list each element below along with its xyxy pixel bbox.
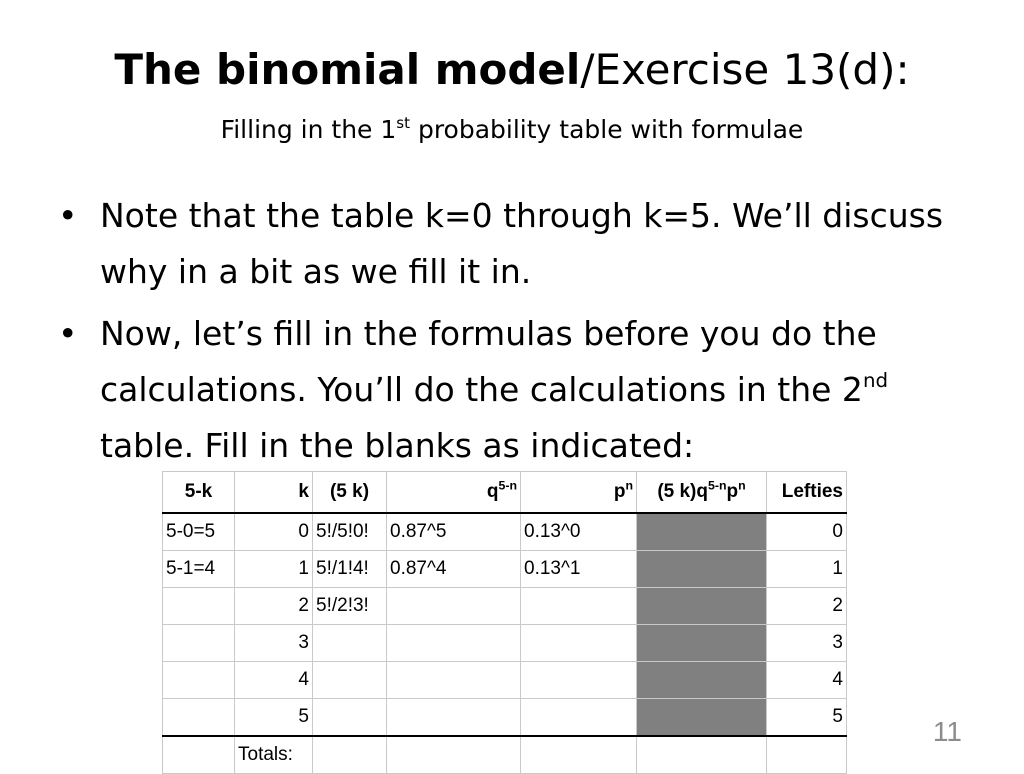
cell-k: 3 [235, 625, 313, 662]
cell-product-shaded [637, 588, 767, 625]
cell-q-power [387, 662, 521, 699]
cell-lefties: 2 [767, 588, 847, 625]
table-row [163, 513, 847, 551]
cell-coefficient [313, 625, 387, 662]
cell-p-power [521, 625, 637, 662]
cell-product-shaded [637, 625, 767, 662]
cell-q-power: 0.87^4 [387, 551, 521, 588]
bullet-item [58, 306, 958, 474]
header-k: k [235, 472, 313, 514]
table-row [163, 662, 847, 699]
cell-p-power [521, 662, 637, 699]
header-p-power [521, 472, 637, 514]
cell-5-minus-k [163, 662, 235, 699]
table-header-row [163, 472, 847, 514]
slide-title [0, 42, 1024, 98]
totals-label: Totals: [235, 736, 313, 774]
page-number: 11 [932, 716, 962, 747]
header-binomial-coefficient: (5 k) [313, 472, 387, 514]
cell-lefties: 1 [767, 551, 847, 588]
cell-coefficient [313, 699, 387, 737]
header-product-pre: (5 k)q [657, 481, 708, 502]
slide-subtitle [0, 110, 1024, 150]
cell-product-shaded [637, 513, 767, 551]
cell-product-shaded [637, 662, 767, 699]
cell-k: 0 [235, 513, 313, 551]
header-product-sup1: 5-n [708, 478, 727, 493]
cell-lefties: 0 [767, 513, 847, 551]
header-q-base: q [486, 481, 499, 502]
table-row [163, 588, 847, 625]
bullet-text: Now, let’s fill in the formulas before you do the calculations. You’ll do the calculations in the 2 [100, 314, 877, 409]
cell-q-power [387, 625, 521, 662]
subtitle-sup: st [396, 113, 410, 132]
cell-q-power [387, 588, 521, 625]
cell-coefficient: 5!/5!0! [313, 513, 387, 551]
bullet-dot: • [58, 314, 78, 353]
header-product [637, 472, 767, 514]
table-row [163, 551, 847, 588]
probability-table [162, 471, 847, 774]
cell-k: 5 [235, 699, 313, 737]
subtitle-text: Filling in the 1 [220, 115, 397, 144]
table-row [163, 625, 847, 662]
cell-5-minus-k [163, 699, 235, 737]
cell-lefties: 4 [767, 662, 847, 699]
header-q-sup: 5-n [498, 478, 517, 493]
bullet-text-end: table. Fill in the blanks as indicated: [100, 426, 695, 465]
cell-product-shaded [637, 699, 767, 737]
cell-5-minus-k: 5-0=5 [163, 513, 235, 551]
cell-5-minus-k [163, 588, 235, 625]
cell-coefficient: 5!/2!3! [313, 588, 387, 625]
cell-5-minus-k: 5-1=4 [163, 551, 235, 588]
cell-coefficient: 5!/1!4! [313, 551, 387, 588]
cell-5-minus-k [163, 625, 235, 662]
cell-q-power: 0.87^5 [387, 513, 521, 551]
title-rest: /Exercise 13(d): [580, 45, 910, 94]
cell-p-power [521, 588, 637, 625]
table-row [163, 699, 847, 737]
bullet-item [58, 188, 958, 300]
header-p-sup: n [625, 478, 633, 493]
cell-p-power: 0.13^0 [521, 513, 637, 551]
cell-lefties: 5 [767, 699, 847, 737]
bullet-list [58, 188, 958, 480]
header-5-minus-k: 5-k [163, 472, 235, 514]
cell-coefficient [313, 662, 387, 699]
cell-k: 1 [235, 551, 313, 588]
header-product-sup2: n [738, 478, 746, 493]
cell-k: 4 [235, 662, 313, 699]
cell-product-shaded [637, 551, 767, 588]
title-bold: The binomial model [114, 45, 581, 94]
header-product-mid: p [726, 481, 739, 502]
bullet-dot: • [58, 196, 78, 235]
bullet-sup: nd [862, 369, 889, 393]
cell-k: 2 [235, 588, 313, 625]
header-lefties: Lefties [767, 472, 847, 514]
header-q-power [387, 472, 521, 514]
cell-p-power: 0.13^1 [521, 551, 637, 588]
cell-q-power [387, 699, 521, 737]
header-p-base: p [613, 481, 626, 502]
cell-p-power [521, 699, 637, 737]
bullet-text: Note that the table k=0 through k=5. We’ll discuss why in a bit as we fill it in. [100, 196, 944, 291]
subtitle-text-end: probability table with formulae [410, 115, 804, 144]
cell-lefties: 3 [767, 625, 847, 662]
